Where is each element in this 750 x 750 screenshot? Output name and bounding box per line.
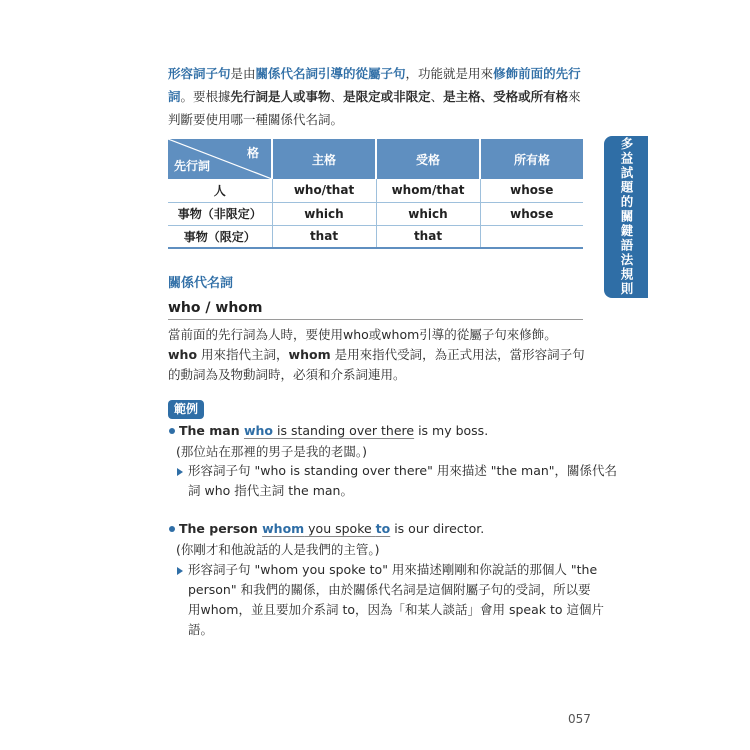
keyword-whom: whom — [288, 347, 331, 362]
sub-heading: who / whom — [168, 300, 583, 320]
example1-rest: is my boss. — [414, 423, 489, 438]
example2-note-line: 形容詞子句 "whom you spoke to" 用來描述剛剛和你說話的那個人 "the — [188, 562, 598, 577]
example2-preposition: to — [375, 521, 391, 536]
example1-note-line: 詞 who 指代主詞 the man。 — [188, 483, 353, 498]
example2-clause: you spoke — [304, 521, 376, 536]
intro-text: 、 — [330, 89, 344, 104]
table-cell: which — [376, 202, 480, 225]
intro-text: 來判斷要使用哪一種關係代名詞。 — [168, 89, 581, 127]
table-header-row — [168, 139, 583, 179]
criterion-case: 是主格、受格或所有格 — [443, 89, 569, 104]
header-nominative: 主格 — [272, 139, 376, 179]
example1-clause: is standing over there — [273, 423, 415, 438]
table-cell — [480, 225, 583, 248]
example2-subject: The person — [179, 521, 263, 536]
example1-translation: (那位站在那裡的男子是我的老闆。) — [176, 444, 368, 459]
chapter-side-tab-label: 多益試題的關鍵語法規則 — [619, 137, 634, 297]
table-cell: whose — [480, 179, 583, 202]
explanation-line — [168, 345, 586, 385]
criterion-person-thing: 先行詞是人或事物 — [230, 89, 331, 104]
example2-translation: (你剛才和他說話的人是我們的主管。) — [176, 542, 380, 557]
table-cell: that — [376, 225, 480, 248]
arrow-right-icon — [177, 468, 183, 476]
example1-sentence — [179, 421, 488, 441]
table-cell: which — [272, 202, 376, 225]
header-objective: 受格 — [376, 139, 480, 179]
intro-text: 、 — [430, 89, 444, 104]
arrow-right-icon — [177, 567, 183, 575]
explanation-paragraph — [168, 325, 586, 385]
term-modify-antecedent: 修飾前面的先行詞 — [168, 66, 581, 104]
page-number: 057 — [568, 712, 591, 726]
intro-text: 是由 — [230, 66, 256, 81]
table-corner-cell — [168, 139, 272, 179]
criterion-restrictive: 是限定或非限定 — [343, 89, 431, 104]
corner-label-antecedent: 先行詞 — [174, 159, 211, 173]
table-cell: 事物（非限定） — [168, 202, 272, 225]
table-row — [168, 225, 583, 248]
term-relative-pronoun-clause: 關係代名詞引導的從屬子句 — [255, 66, 406, 81]
bullet-icon — [169, 428, 175, 434]
example2-note-line: 用whom，並且要加介系詞 to，因為「和某人談話」會用 speak to 這個片 — [188, 602, 604, 617]
term-adjective-clause: 形容詞子句 — [168, 66, 231, 81]
intro-paragraph — [168, 62, 586, 131]
example1-subject: The man — [179, 423, 244, 438]
table-cell: that — [272, 225, 376, 248]
table-cell: 事物（限定） — [168, 225, 272, 248]
example2-note-line: 語。 — [188, 622, 214, 637]
example1-pronoun: who — [243, 423, 274, 438]
example2-pronoun: whom — [262, 521, 305, 536]
table-row — [168, 202, 583, 225]
example2-rest: is our director. — [390, 521, 485, 536]
keyword-who: who — [168, 347, 198, 362]
table-row — [168, 179, 583, 202]
header-possessive: 所有格 — [480, 139, 583, 179]
example2-sentence — [179, 519, 484, 539]
chapter-side-tab — [604, 136, 648, 298]
relative-pronoun-table — [168, 139, 583, 249]
table-cell: whose — [480, 202, 583, 225]
bullet-icon — [169, 526, 175, 532]
intro-text: 。要根據 — [180, 89, 231, 104]
intro-text: ，功能就是用來 — [405, 66, 494, 81]
explanation-line: 當前面的先行詞為人時，要使用who或whom引導的從屬子句來修飾。 — [168, 327, 557, 342]
section-heading: 關係代名詞 — [168, 276, 234, 291]
table-cell: whom/that — [376, 179, 480, 202]
table-cell: who/that — [272, 179, 376, 202]
example-badge: 範例 — [168, 400, 204, 419]
corner-label-case: 格 — [246, 146, 259, 160]
explanation-text: 是用來指代受詞，為正式用法，當形容詞子句的動詞為及物動詞時，必須和介系詞連用。 — [168, 347, 585, 382]
explanation-text: 用來指代主詞， — [197, 347, 289, 362]
example1-note-line: 形容詞子句 "who is standing over there" 用來描述 "the man"，關係代名 — [188, 463, 618, 478]
example2-note-line: person" 和我們的關係，由於關係代名詞是這個附屬子句的受詞，所以要 — [188, 582, 591, 597]
table-cell: 人 — [168, 179, 272, 202]
